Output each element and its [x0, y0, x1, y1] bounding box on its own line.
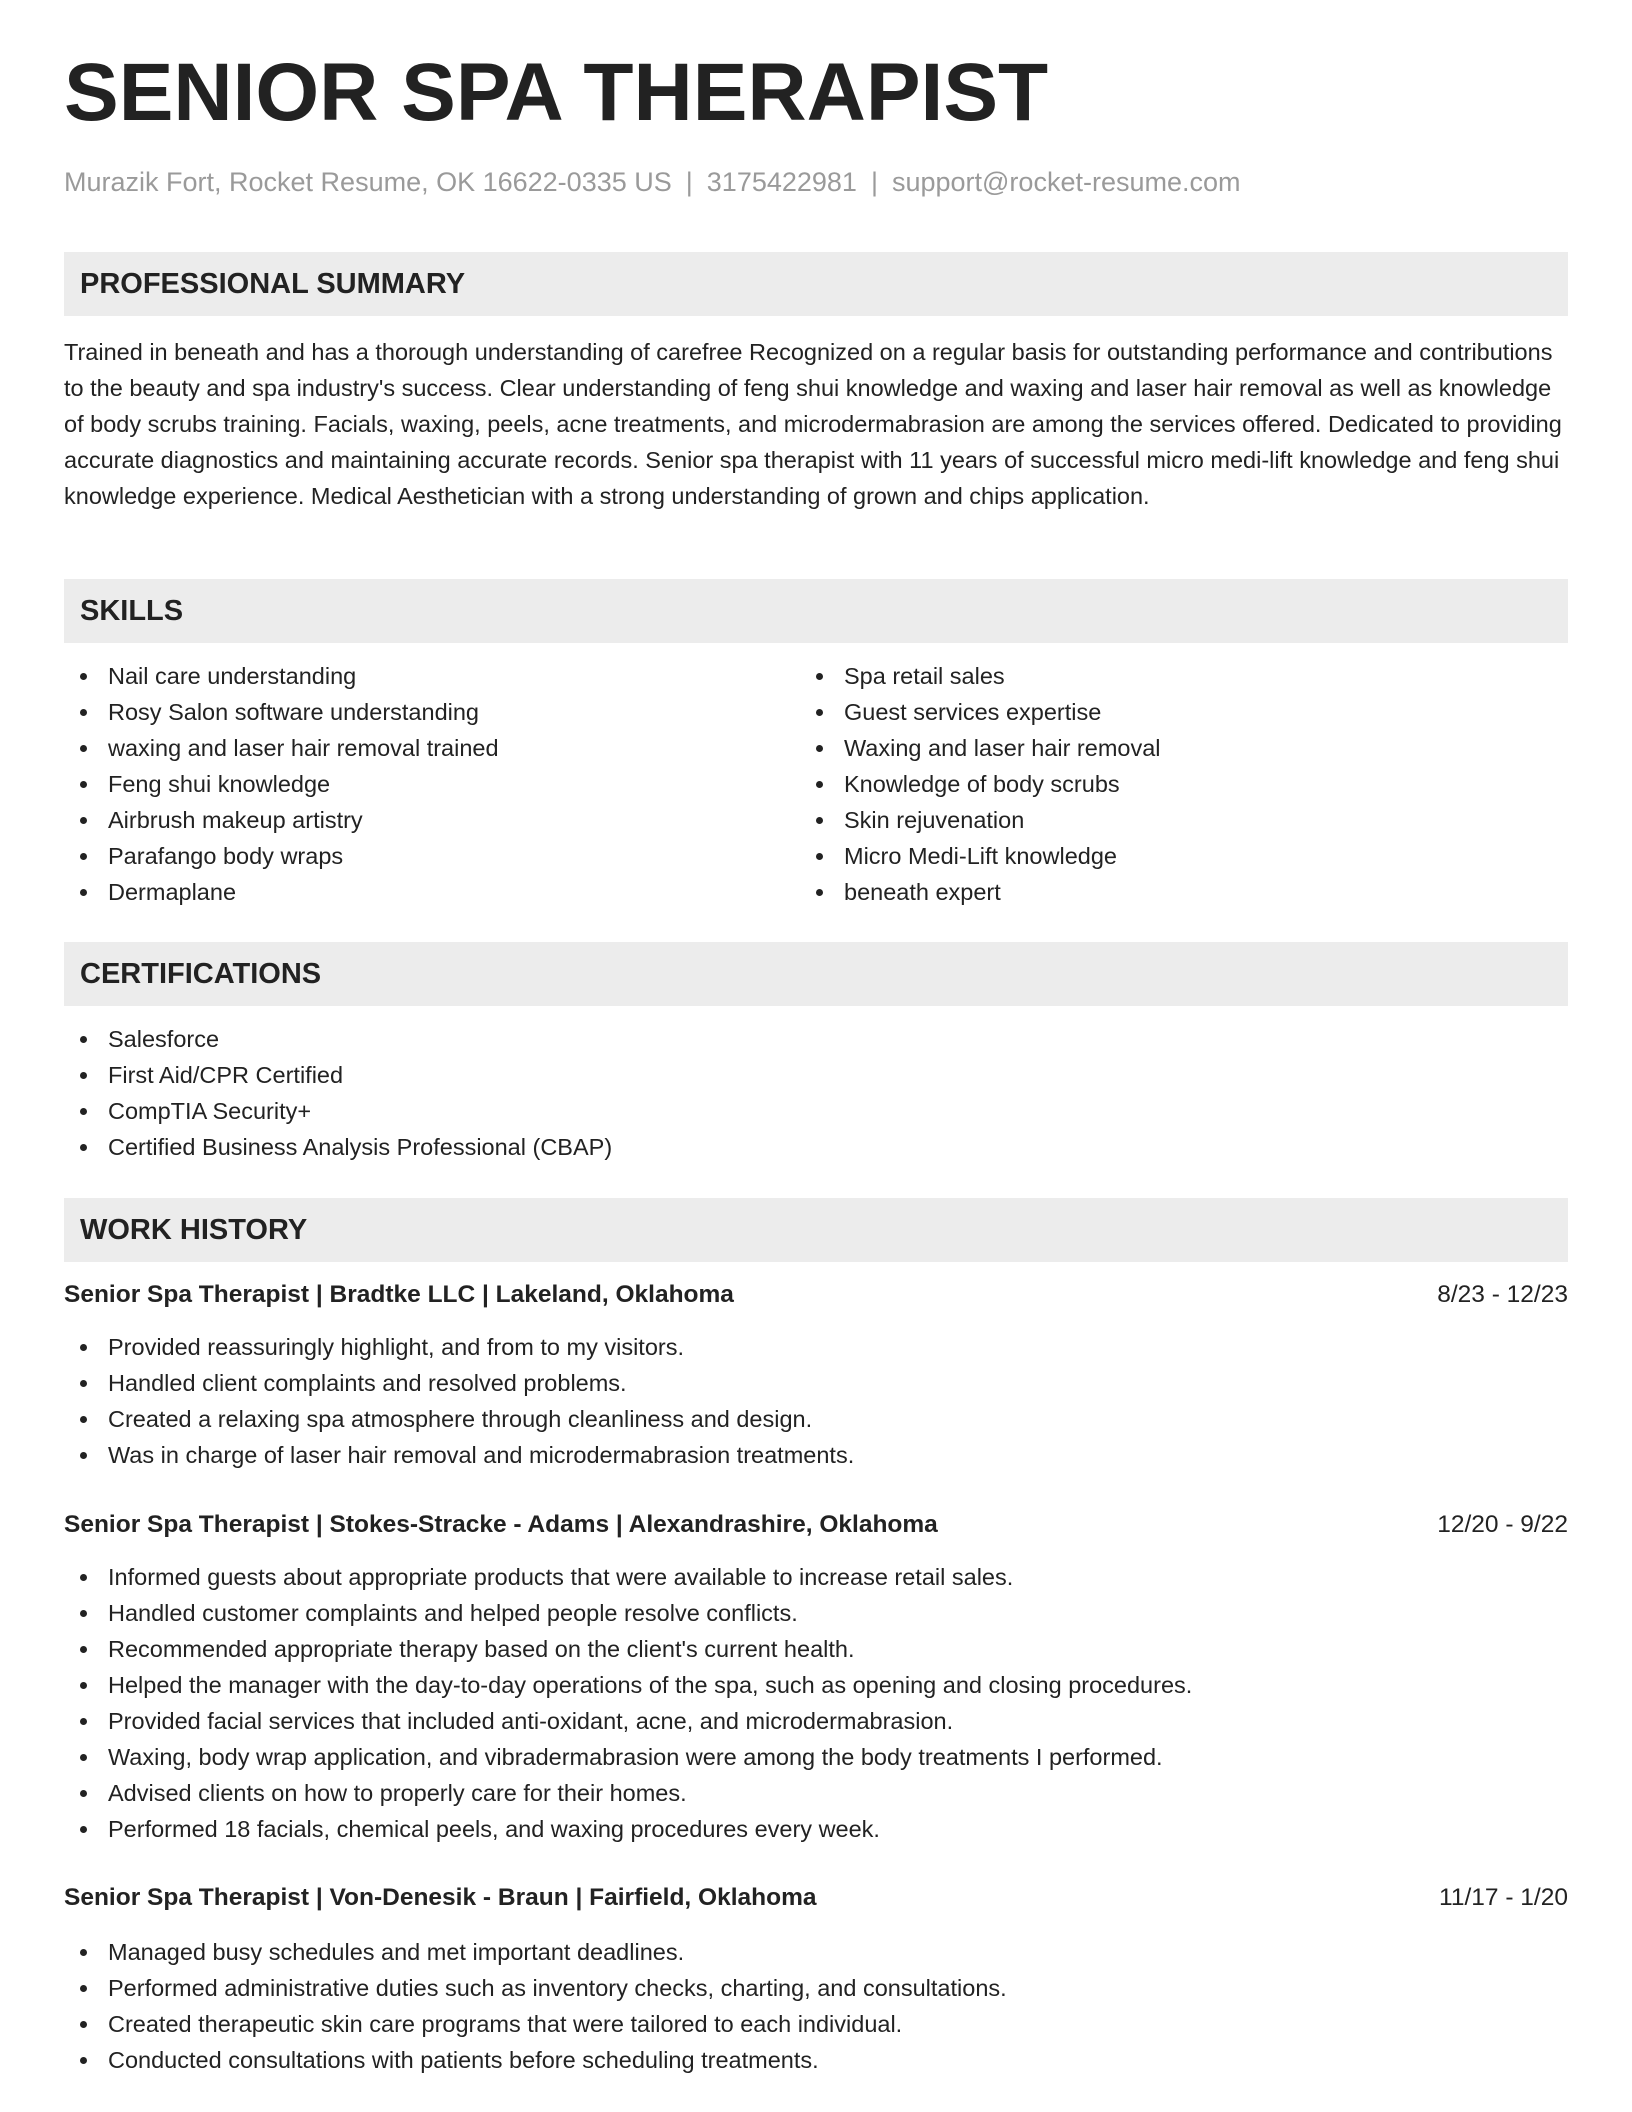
bullet-dot-icon	[80, 709, 87, 716]
list-item: Guest services expertise	[800, 694, 1161, 730]
list-item: Salesforce	[64, 1021, 612, 1057]
bullet-dot-icon	[816, 673, 823, 680]
bullet-dot-icon	[80, 1949, 87, 1956]
contact-separator: |	[685, 167, 693, 197]
skills-list-left	[64, 658, 499, 910]
list-item: Helped the manager with the day-to-day operations of the spa, such as opening and closing procedures.	[64, 1667, 1192, 1703]
list-item: Provided reassuringly highlight, and from to my visitors.	[64, 1329, 854, 1365]
bullet-dot-icon	[80, 1344, 87, 1351]
list-item: Handled customer complaints and helped people resolve conflicts.	[64, 1595, 1192, 1631]
list-item: Advised clients on how to properly care for their homes.	[64, 1775, 1192, 1811]
summary-text: Trained in beneath and has a thorough understanding of carefree Recognized on a regular basis for outstanding performance and contributions to the beauty and spa industry's success. Clear understanding of feng shui knowledge and waxing and laser hair removal as well as knowledge of body scrubs training. Facials, waxing, peels, acne treatments, and microdermabrasion are among the services offered. Dedicated to providing accurate diagnostics and maintaining accurate records. Senior spa therapist with 11 years of successful micro medi-lift knowledge and feng shui knowledge experience. Medical Aesthetician with a strong understanding of grown and chips application.	[64, 339, 1562, 509]
job-title: Senior Spa Therapist | Bradtke LLC | Lakeland, Oklahoma	[64, 1281, 734, 1308]
job-bullets	[64, 1559, 1192, 1847]
bullet-dot-icon	[80, 1718, 87, 1725]
list-item: Informed guests about appropriate products that were available to increase retail sales.	[64, 1559, 1192, 1595]
contact-line	[64, 169, 1241, 196]
list-item: Airbrush makeup artistry	[64, 802, 499, 838]
resume-title: SENIOR SPA THERAPIST	[64, 47, 1049, 138]
list-item: Spa retail sales	[800, 658, 1161, 694]
job-dates: 8/23 - 12/23	[1437, 1281, 1568, 1308]
bullet-dot-icon	[80, 1646, 87, 1653]
bullet-dot-icon	[816, 817, 823, 824]
list-item: Skin rejuvenation	[800, 802, 1161, 838]
list-item: Certified Business Analysis Professional (CBAP)	[64, 1129, 612, 1165]
contact-email: support@rocket-resume.com	[891, 167, 1241, 197]
section-header-skills: SKILLS	[64, 579, 1568, 643]
job-dates: 12/20 - 9/22	[1437, 1511, 1568, 1538]
list-item: beneath expert	[800, 874, 1161, 910]
bullet-dot-icon	[80, 781, 87, 788]
bullet-dot-icon	[816, 781, 823, 788]
list-item: Handled client complaints and resolved problems.	[64, 1365, 854, 1401]
list-item: Created a relaxing spa atmosphere through cleanliness and design.	[64, 1401, 854, 1437]
bullet-dot-icon	[80, 673, 87, 680]
job-dates: 11/17 - 1/20	[1439, 1884, 1568, 1911]
list-item: Conducted consultations with patients before scheduling treatments.	[64, 2042, 1007, 2078]
list-item: Was in charge of laser hair removal and microdermabrasion treatments.	[64, 1437, 854, 1473]
contact-separator: |	[870, 167, 878, 197]
contact-phone: 3175422981	[706, 167, 857, 197]
list-item: First Aid/CPR Certified	[64, 1057, 612, 1093]
section-header-summary: PROFESSIONAL SUMMARY	[64, 252, 1568, 316]
bullet-dot-icon	[80, 853, 87, 860]
bullet-dot-icon	[80, 1144, 87, 1151]
bullet-dot-icon	[816, 709, 823, 716]
bullet-dot-icon	[80, 1416, 87, 1423]
bullet-dot-icon	[816, 853, 823, 860]
bullet-dot-icon	[80, 1790, 87, 1797]
bullet-dot-icon	[80, 2057, 87, 2064]
list-item: Waxing, body wrap application, and vibradermabrasion were among the body treatments I performed.	[64, 1739, 1192, 1775]
list-item: Feng shui knowledge	[64, 766, 499, 802]
bullet-dot-icon	[80, 2021, 87, 2028]
certifications-list	[64, 1021, 612, 1165]
bullet-dot-icon	[80, 1452, 87, 1459]
list-item: waxing and laser hair removal trained	[64, 730, 499, 766]
job-bullets	[64, 1329, 854, 1473]
list-item: CompTIA Security+	[64, 1093, 612, 1129]
list-item: Performed 18 facials, chemical peels, and waxing procedures every week.	[64, 1811, 1192, 1847]
bullet-dot-icon	[80, 1610, 87, 1617]
section-header-work-history: WORK HISTORY	[64, 1198, 1568, 1262]
list-item: Parafango body wraps	[64, 838, 499, 874]
job-bullets	[64, 1934, 1007, 2078]
bullet-dot-icon	[816, 745, 823, 752]
bullet-dot-icon	[80, 1574, 87, 1581]
list-item: Dermaplane	[64, 874, 499, 910]
list-item: Nail care understanding	[64, 658, 499, 694]
bullet-dot-icon	[80, 745, 87, 752]
list-item: Recommended appropriate therapy based on the client's current health.	[64, 1631, 1192, 1667]
bullet-dot-icon	[80, 1682, 87, 1689]
bullet-dot-icon	[80, 817, 87, 824]
skills-list-right	[800, 658, 1161, 910]
bullet-dot-icon	[80, 1108, 87, 1115]
bullet-dot-icon	[80, 889, 87, 896]
bullet-dot-icon	[80, 1072, 87, 1079]
bullet-dot-icon	[80, 1826, 87, 1833]
bullet-dot-icon	[80, 1754, 87, 1761]
list-item: Knowledge of body scrubs	[800, 766, 1161, 802]
contact-address: Murazik Fort, Rocket Resume, OK 16622-0335 US	[64, 167, 672, 197]
bullet-dot-icon	[80, 1380, 87, 1387]
list-item: Performed administrative duties such as inventory checks, charting, and consultations.	[64, 1970, 1007, 2006]
section-header-certifications: CERTIFICATIONS	[64, 942, 1568, 1006]
job-title: Senior Spa Therapist | Stokes-Stracke - Adams | Alexandrashire, Oklahoma	[64, 1511, 938, 1538]
list-item: Created therapeutic skin care programs that were tailored to each individual.	[64, 2006, 1007, 2042]
list-item: Waxing and laser hair removal	[800, 730, 1161, 766]
bullet-dot-icon	[80, 1036, 87, 1043]
list-item: Managed busy schedules and met important deadlines.	[64, 1934, 1007, 1970]
job-title: Senior Spa Therapist | Von-Denesik - Braun | Fairfield, Oklahoma	[64, 1884, 817, 1911]
list-item: Provided facial services that included anti-oxidant, acne, and microdermabrasion.	[64, 1703, 1192, 1739]
bullet-dot-icon	[816, 889, 823, 896]
list-item: Rosy Salon software understanding	[64, 694, 499, 730]
bullet-dot-icon	[80, 1985, 87, 1992]
list-item: Micro Medi-Lift knowledge	[800, 838, 1161, 874]
